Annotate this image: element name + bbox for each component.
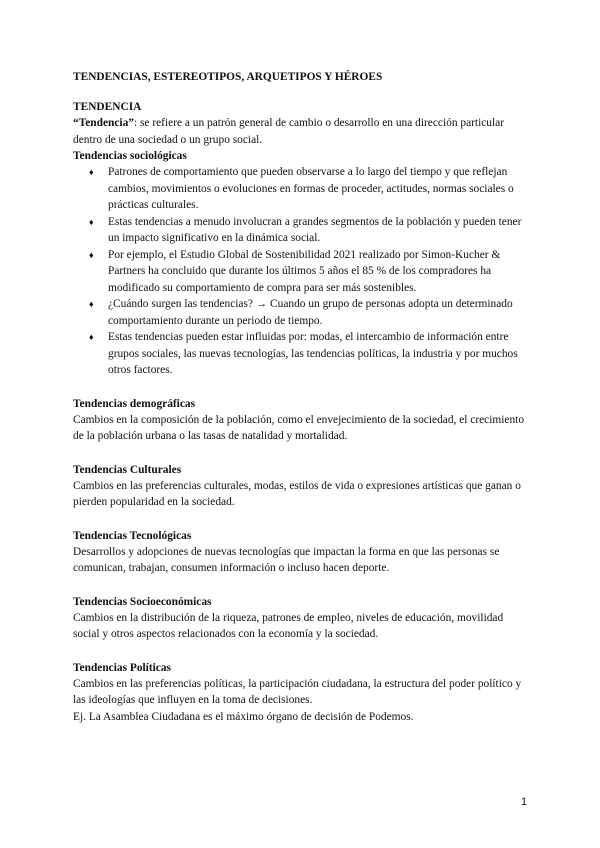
sociologicas-list bbox=[73, 164, 528, 379]
section-demograficas bbox=[73, 396, 528, 445]
list-item: ♦ Patrones de comportamiento que pueden observarse a lo largo del tiempo y que reflejan cambios, movimientos o evoluciones en formas de proceder, actitudes, normas sociales o prácticas culturales. bbox=[89, 166, 514, 211]
section-heading: Tendencias Tecnológicas bbox=[73, 529, 192, 542]
section-text: Cambios en la composición de la población, como el envejecimiento de la sociedad, el crecimiento de la población urbana o las tasas de natalidad y mortalidad. bbox=[73, 413, 525, 442]
section-text: Cambios en las preferencias políticas, la participación ciudadana, la estructura del poder político y las ideologías que influyen en la toma de decisiones. bbox=[73, 677, 522, 706]
tendencia-definition-text: : se refiere a un patrón general de cambio o desarrollo en una dirección particular dentro de una sociedad o un grupo social. bbox=[73, 117, 505, 146]
section-heading: Tendencias demográficas bbox=[73, 397, 196, 410]
document-title: TENDENCIAS, ESTEREOTIPOS, ARQUETIPOS Y HÉROES bbox=[73, 71, 383, 83]
tendencia-definition bbox=[73, 115, 528, 148]
section-example: Ej. La Asamblea Ciudadana es el máximo órgano de decisión de Podemos. bbox=[73, 710, 414, 723]
list-item: ♦ Estas tendencias pueden estar influidas por: modas, el intercambio de información entre grupos sociales, las nuevas tecnologías, las tendencias políticas, la industria y por muchos otros factores. bbox=[89, 331, 518, 376]
bullet-icon: ♦ bbox=[89, 216, 94, 227]
tendencia-heading: TENDENCIA bbox=[73, 101, 142, 113]
section-text: Cambios en las preferencias culturales, modas, estilos de vida o expresiones artísticas que ganan o pierden popularidad en la sociedad. bbox=[73, 479, 521, 508]
list-item: ♦ ¿Cuándo surgen las tendencias? → Cuando un grupo de personas adopta un determinado comportamiento durante un periodo de tiempo. bbox=[89, 298, 513, 327]
section-heading: Tendencias Políticas bbox=[73, 661, 171, 674]
document-page bbox=[73, 70, 528, 725]
tendencia-term: “Tendencia” bbox=[73, 117, 134, 129]
section-text: Cambios en la distribución de la riqueza, patrones de empleo, niveles de educación, movilidad social y otros aspectos relacionados con la economía y la sociedad. bbox=[73, 611, 504, 640]
section-politicas bbox=[73, 660, 528, 726]
section-heading: Tendencias Socioeconómicas bbox=[73, 595, 212, 608]
list-item: ♦ Estas tendencias a menudo involucran a grandes segmentos de la población y pueden tener un impacto significativo en la dinámica social. bbox=[89, 215, 522, 244]
bullet-icon: ♦ bbox=[89, 167, 94, 177]
section-tecnologicas bbox=[73, 528, 528, 577]
bullet-icon: ♦ bbox=[89, 249, 94, 260]
bullet-icon: ♦ bbox=[89, 332, 94, 342]
section-text: Desarrollos y adopciones de nuevas tecnologías que impactan la forma en que las personas se comunican, trabajan, consumen información o incluso hacen deporte. bbox=[73, 545, 500, 574]
list-item: ♦ Por ejemplo, el Estudio Global de Sostenibilidad 2021 realizado por Simon-Kucher & Partners ha concluido que durante los últimos 5 años el 85 % de los compradores ha modificado su comportamiento de compra para ser más sostenibles. bbox=[89, 248, 501, 294]
section-socioeconomicas bbox=[73, 594, 528, 643]
page-number: 1 bbox=[521, 796, 528, 808]
section-culturales bbox=[73, 462, 528, 511]
bullet-icon: ♦ bbox=[89, 299, 94, 309]
sociologicas-heading: Tendencias sociológicas bbox=[73, 150, 187, 162]
section-heading: Tendencias Culturales bbox=[73, 463, 182, 476]
